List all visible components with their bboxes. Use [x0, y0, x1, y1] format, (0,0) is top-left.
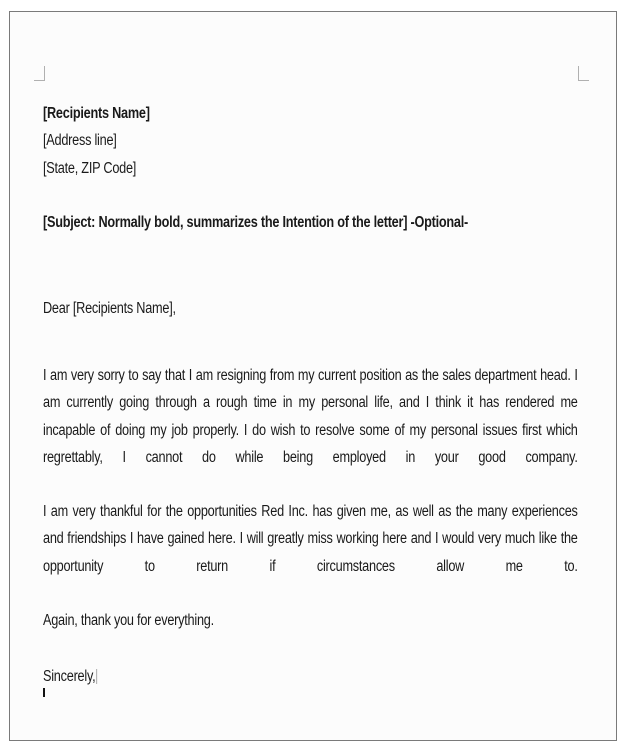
paragraph1-line[interactable]: regrettably, I cannot do while being employed in your good company. — [43, 449, 578, 466]
recipient-name[interactable]: [Recipients Name] — [43, 105, 150, 122]
margin-corner-mark-right — [578, 66, 589, 81]
paragraph2-line[interactable]: and friendships I have gained here. I will greatly miss working here and I would very much like the — [43, 530, 578, 547]
text-selection-caret — [96, 669, 97, 684]
paragraph2-line[interactable]: I am very thankful for the opportunities Red Inc. has given me, as well as the many experiences — [43, 503, 578, 520]
text-cursor — [43, 688, 45, 697]
margin-corner-mark-left — [34, 66, 45, 81]
address-line[interactable]: [Address line] — [43, 132, 117, 149]
paragraph1-line[interactable]: am currently going through a rough time in my personal life, and I think it has rendered me — [43, 394, 578, 411]
paragraph1-line[interactable]: I am very sorry to say that I am resigning from my current position as the sales department head. I — [43, 367, 578, 384]
paragraph1-line[interactable]: incapable of doing my job properly. I do wish to resolve some of my personal issues first which — [43, 422, 578, 439]
signoff: Sincerely, — [43, 668, 96, 685]
signoff-row[interactable] — [43, 668, 578, 686]
subject-line[interactable]: [Subject: Normally bold, summarizes the Intention of the letter] -Optional- — [43, 214, 469, 231]
state-zip[interactable]: [State, ZIP Code] — [43, 160, 137, 177]
closing-line[interactable]: Again, thank you for everything. — [43, 612, 214, 629]
document-page[interactable] — [9, 11, 617, 741]
salutation[interactable]: Dear [Recipients Name], — [43, 300, 176, 317]
paragraph2-line[interactable]: opportunity to return if circumstances allow me to. — [43, 558, 578, 575]
